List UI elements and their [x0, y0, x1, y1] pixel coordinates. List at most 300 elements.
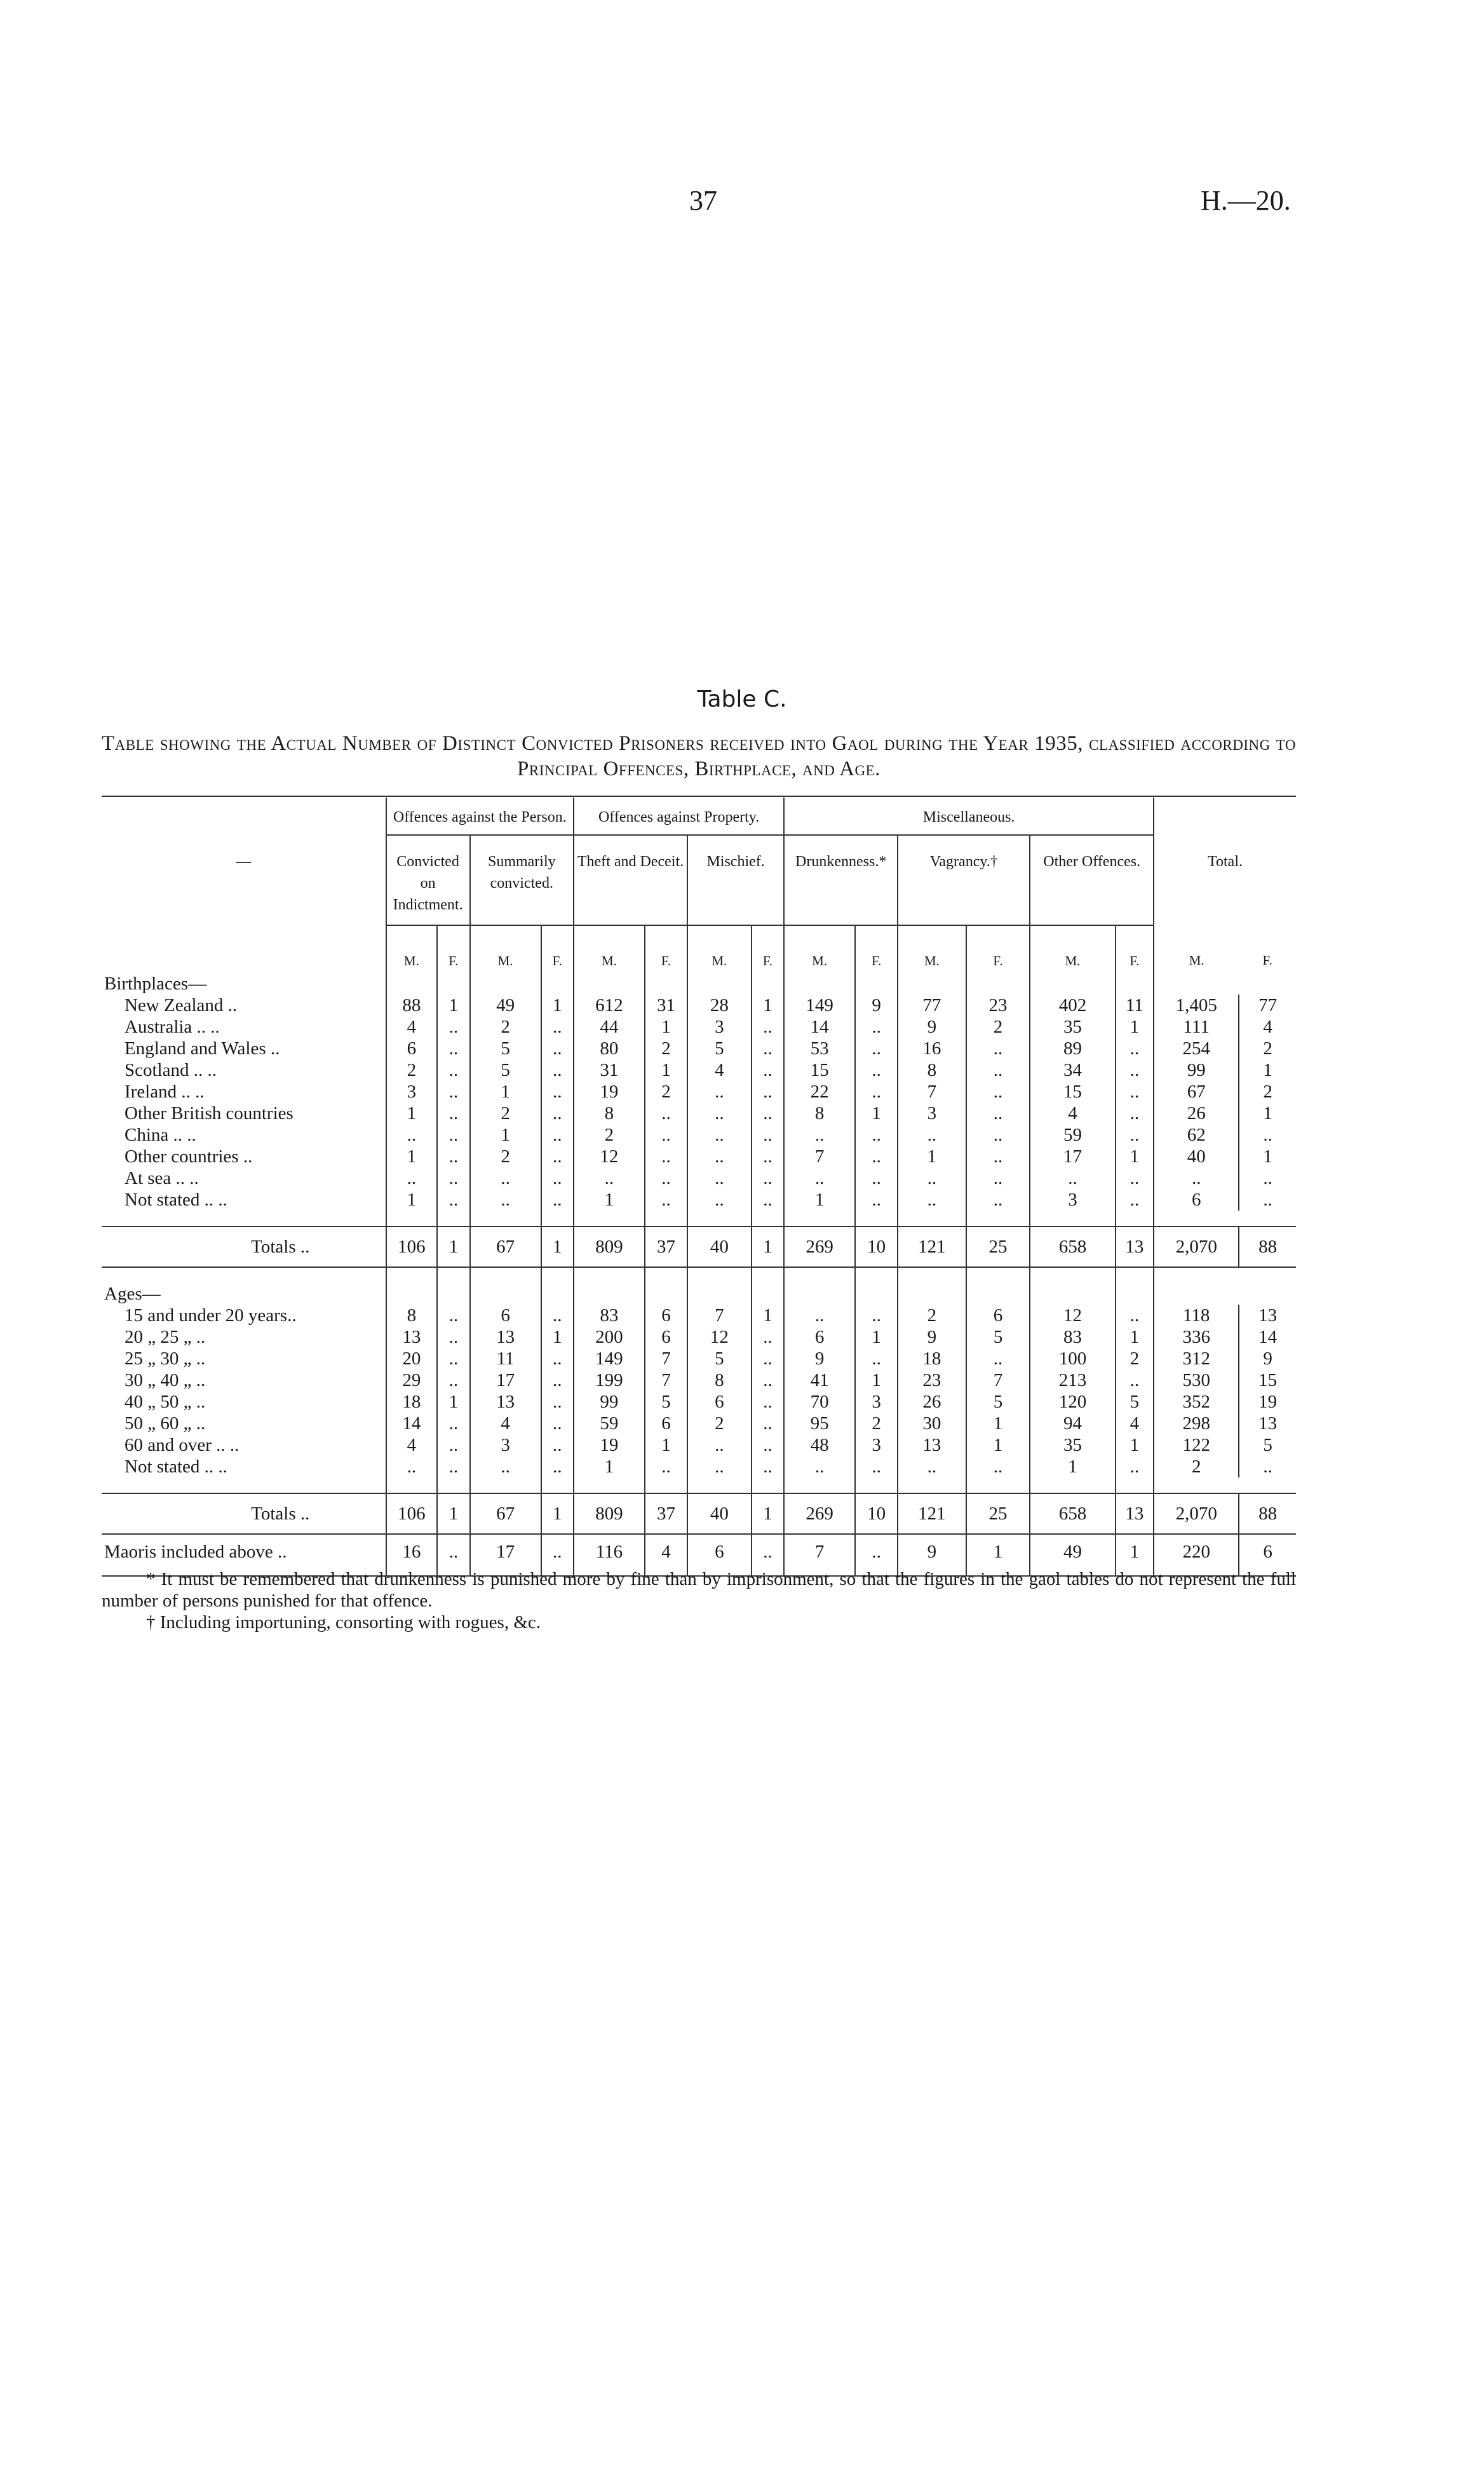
totals-row [102, 1493, 1296, 1534]
cell-value: 4 [386, 1016, 438, 1038]
cell-value: 2 [898, 1305, 966, 1326]
cell-value: 1 [752, 1226, 784, 1267]
cell-value: 14 [1239, 1326, 1296, 1348]
cell-value: .. [752, 1146, 784, 1167]
cell-value: .. [437, 1103, 469, 1124]
cell-value: .. [541, 1305, 574, 1326]
cell-value: .. [541, 1369, 574, 1391]
cell-value: .. [437, 1189, 469, 1211]
cell-value: .. [855, 1059, 898, 1081]
group-total-header: Total. [1154, 798, 1296, 925]
cell-value: 2 [470, 1016, 541, 1038]
cell-value: 3 [855, 1434, 898, 1456]
age-row [102, 1369, 1296, 1391]
cell-value: 5 [966, 1391, 1030, 1413]
f-label: F. [437, 925, 469, 973]
cell-value: 99 [574, 1391, 645, 1413]
cell-value: 40 [1154, 1146, 1239, 1167]
cell-value: .. [437, 1016, 469, 1038]
cell-value: 1 [470, 1081, 541, 1103]
cell-value: 1 [784, 1189, 855, 1211]
cell-value: .. [1116, 1124, 1154, 1146]
cell-value: 149 [574, 1348, 645, 1369]
cell-value: 1 [541, 1226, 574, 1267]
cell-value: 111 [1154, 1016, 1239, 1038]
cell-value: .. [1116, 1038, 1154, 1059]
cell-value: .. [752, 1189, 784, 1211]
cell-value: 14 [784, 1016, 855, 1038]
cell-value: .. [437, 1038, 469, 1059]
birthplace-row [102, 1016, 1296, 1038]
cell-value: 67 [470, 1226, 541, 1267]
cell-value: 100 [1030, 1348, 1115, 1369]
cell-value: .. [541, 1016, 574, 1038]
group-property-header: Offences against Property. [574, 798, 784, 835]
cell-value: 13 [470, 1391, 541, 1413]
cell-value: .. [752, 1059, 784, 1081]
cell-value: 1 [898, 1146, 966, 1167]
sub-convicted-header: Convicted on Indictment. [386, 835, 470, 925]
cell-value: .. [1116, 1103, 1154, 1124]
age-row [102, 1434, 1296, 1456]
cell-value: .. [966, 1103, 1030, 1124]
row-label: 15 and under 20 years.. [125, 1305, 297, 1326]
cell-value: .. [541, 1103, 574, 1124]
cell-value: .. [1116, 1456, 1154, 1477]
cell-value: 1 [752, 1305, 784, 1326]
cell-value: .. [1239, 1124, 1296, 1146]
cell-value: .. [687, 1103, 752, 1124]
cell-value: 13 [1239, 1305, 1296, 1326]
cell-value: .. [437, 1413, 469, 1434]
row-label: Other countries .. [125, 1146, 253, 1167]
cell-value: 9 [784, 1348, 855, 1369]
cell-value: 19 [574, 1081, 645, 1103]
cell-value: 10 [855, 1226, 898, 1267]
cell-value: .. [898, 1167, 966, 1189]
cell-value: 3 [1030, 1189, 1115, 1211]
cell-value: .. [437, 1348, 469, 1369]
cell-value: 37 [645, 1493, 687, 1534]
cell-value: 11 [1116, 995, 1154, 1016]
cell-value: 106 [386, 1493, 438, 1534]
cell-value: 23 [898, 1369, 966, 1391]
cell-value: .. [1116, 1189, 1154, 1211]
cell-value: .. [541, 1534, 574, 1576]
cell-value: .. [966, 1059, 1030, 1081]
cell-value: 3 [855, 1391, 898, 1413]
cell-value: .. [1116, 1369, 1154, 1391]
row-label: Ireland .. .. [125, 1082, 205, 1102]
cell-value: 1 [752, 1493, 784, 1534]
cell-value: 53 [784, 1038, 855, 1059]
birthplace-row [102, 1124, 1296, 1146]
cell-value: 298 [1154, 1413, 1239, 1434]
cell-value: .. [645, 1167, 687, 1189]
age-row [102, 1326, 1296, 1348]
sub-theft-header: Theft and Deceit. [574, 835, 687, 925]
prisoners-table [102, 798, 1296, 1577]
row-label: 25 „ 30 „ .. [125, 1348, 206, 1369]
cell-value: 77 [898, 995, 966, 1016]
cell-value: .. [1030, 1167, 1115, 1189]
cell-value: .. [966, 1081, 1030, 1103]
cell-value: 336 [1154, 1326, 1239, 1348]
cell-value: 19 [574, 1434, 645, 1456]
cell-value: 13 [1116, 1493, 1154, 1534]
cell-value: .. [966, 1146, 1030, 1167]
cell-value: .. [855, 1534, 898, 1576]
cell-value: 49 [470, 995, 541, 1016]
cell-value: .. [437, 1434, 469, 1456]
cell-value: .. [1116, 1059, 1154, 1081]
cell-value: 9 [855, 995, 898, 1016]
mf-header-row [102, 925, 1296, 973]
cell-value: 6 [1154, 1189, 1239, 1211]
cell-value: 18 [386, 1391, 438, 1413]
row-label: Totals .. [102, 1226, 386, 1267]
birthplace-row [102, 1103, 1296, 1124]
cell-value: .. [687, 1434, 752, 1456]
cell-value: .. [687, 1081, 752, 1103]
cell-value: 31 [574, 1059, 645, 1081]
cell-value: 1 [966, 1434, 1030, 1456]
cell-value: 2 [470, 1103, 541, 1124]
cell-value: .. [1116, 1081, 1154, 1103]
cell-value: 1 [541, 1493, 574, 1534]
row-label: Totals .. [102, 1493, 386, 1534]
section-row-birthplaces [102, 973, 1296, 995]
cell-value: .. [437, 1167, 469, 1189]
birthplace-row [102, 1038, 1296, 1059]
cell-value: 2 [386, 1059, 438, 1081]
cell-value: 5 [1239, 1434, 1296, 1456]
cell-value: .. [645, 1189, 687, 1211]
cell-value: 37 [645, 1226, 687, 1267]
m-label: M. [1030, 925, 1115, 973]
cell-value: .. [752, 1103, 784, 1124]
age-row [102, 1348, 1296, 1369]
cell-value: 35 [1030, 1434, 1115, 1456]
m-label: M. [784, 925, 855, 973]
cell-value: 4 [1116, 1413, 1154, 1434]
cell-value: 1 [386, 1103, 438, 1124]
section-row-ages [102, 1283, 1296, 1305]
cell-value: .. [855, 1167, 898, 1189]
cell-value: .. [437, 1059, 469, 1081]
cell-value: 3 [386, 1081, 438, 1103]
cell-value: 17 [470, 1534, 541, 1576]
cell-value: 6 [784, 1326, 855, 1348]
cell-value: .. [752, 1456, 784, 1477]
age-row [102, 1413, 1296, 1434]
cell-value: 4 [1030, 1103, 1115, 1124]
cell-value: .. [752, 1326, 784, 1348]
cell-value: 83 [1030, 1326, 1115, 1348]
cell-value: 2 [855, 1413, 898, 1434]
cell-value: 18 [898, 1348, 966, 1369]
m-label: M. [1154, 925, 1239, 973]
cell-value: .. [470, 1167, 541, 1189]
cell-value: 213 [1030, 1369, 1115, 1391]
cell-value: 1 [1116, 1326, 1154, 1348]
group-misc-header: Miscellaneous. [784, 798, 1154, 835]
cell-value: .. [386, 1124, 438, 1146]
footnotes [102, 1568, 1296, 1633]
page-number: 37 [689, 185, 717, 216]
f-label: F. [966, 925, 1030, 973]
m-label: M. [386, 925, 438, 973]
cell-value: .. [966, 1348, 1030, 1369]
cell-value: 2 [966, 1016, 1030, 1038]
row-label: 30 „ 40 „ .. [125, 1370, 206, 1390]
cell-value: 121 [898, 1226, 966, 1267]
table-title: Table showing the Actual Number of Distinct Convicted Prisoners received into Gaol during the Year 1935, classified according to Principal Offences, Birthplace, and Age. [102, 732, 1296, 780]
cell-value: 1 [855, 1369, 898, 1391]
cell-value: 31 [645, 995, 687, 1016]
cell-value: 1 [645, 1434, 687, 1456]
row-label: 60 and over .. .. [125, 1435, 239, 1455]
cell-value: 19 [1239, 1391, 1296, 1413]
cell-value: 121 [898, 1493, 966, 1534]
cell-value: 1 [645, 1059, 687, 1081]
birthplace-totals [102, 1226, 1296, 1267]
cell-value: .. [752, 1434, 784, 1456]
cell-value: 1 [752, 995, 784, 1016]
cell-value: 49 [1030, 1534, 1115, 1576]
cell-value: 25 [966, 1226, 1030, 1267]
section-label-birthplaces: Birthplaces— [104, 974, 207, 994]
cell-value: .. [752, 1369, 784, 1391]
cell-value: 9 [898, 1534, 966, 1576]
cell-value: .. [752, 1038, 784, 1059]
cell-value: 1 [470, 1124, 541, 1146]
cell-value: .. [784, 1167, 855, 1189]
cell-value: 1 [1239, 1059, 1296, 1081]
cell-value: .. [541, 1146, 574, 1167]
page-reference: H.—20. [1201, 185, 1291, 216]
cell-value: 118 [1154, 1305, 1239, 1326]
cell-value: .. [470, 1189, 541, 1211]
cell-value: 83 [574, 1305, 645, 1326]
cell-value: 1 [437, 995, 469, 1016]
cell-value: .. [784, 1305, 855, 1326]
cell-value: 809 [574, 1226, 645, 1267]
cell-value: 5 [687, 1038, 752, 1059]
row-label: Not stated .. .. [125, 1190, 227, 1210]
row-label: England and Wales .. [125, 1038, 280, 1059]
row-label: China .. .. [125, 1125, 196, 1145]
f-label: F. [645, 925, 687, 973]
cell-value: .. [687, 1167, 752, 1189]
cell-value: .. [645, 1146, 687, 1167]
cell-value: 2 [645, 1038, 687, 1059]
cell-value: 17 [470, 1369, 541, 1391]
totals-row [102, 1226, 1296, 1267]
cell-value: 62 [1154, 1124, 1239, 1146]
cell-value: 35 [1030, 1016, 1115, 1038]
cell-value: 1 [386, 1189, 438, 1211]
cell-value: 269 [784, 1226, 855, 1267]
cell-value: .. [784, 1124, 855, 1146]
cell-value: 7 [966, 1369, 1030, 1391]
cell-value: .. [687, 1189, 752, 1211]
cell-value: 13 [386, 1326, 438, 1348]
cell-value: 13 [898, 1434, 966, 1456]
cell-value: .. [574, 1167, 645, 1189]
cell-value: 4 [687, 1059, 752, 1081]
f-label: F. [1116, 925, 1154, 973]
cell-value: 1 [855, 1103, 898, 1124]
sub-other-header: Other Offences. [1030, 835, 1154, 925]
cell-value: 29 [386, 1369, 438, 1391]
cell-value: 1 [645, 1016, 687, 1038]
row-label: At sea .. .. [125, 1168, 199, 1188]
cell-value: 658 [1030, 1226, 1115, 1267]
cell-value: 7 [784, 1146, 855, 1167]
cell-value: 22 [784, 1081, 855, 1103]
cell-value: .. [687, 1456, 752, 1477]
cell-value: .. [437, 1081, 469, 1103]
cell-value: 1 [1030, 1456, 1115, 1477]
cell-value: .. [1116, 1305, 1154, 1326]
cell-value: .. [541, 1456, 574, 1477]
group-person-header: Offences against the Person. [386, 798, 574, 835]
cell-value: 14 [386, 1413, 438, 1434]
cell-value: 1 [966, 1413, 1030, 1434]
cell-value: 44 [574, 1016, 645, 1038]
row-label: Not stated .. .. [125, 1457, 227, 1477]
cell-value: .. [855, 1348, 898, 1369]
cell-value: 7 [687, 1305, 752, 1326]
age-row [102, 1391, 1296, 1413]
m-label: M. [687, 925, 752, 973]
cell-value: 2 [470, 1146, 541, 1167]
cell-value: 67 [1154, 1081, 1239, 1103]
cell-value: .. [855, 1038, 898, 1059]
cell-value: 3 [898, 1103, 966, 1124]
cell-value: 6 [687, 1391, 752, 1413]
footnote-vagrancy: † Including importuning, consorting with rogues, &c. [146, 1612, 541, 1633]
cell-value: .. [470, 1456, 541, 1477]
cell-value: 6 [687, 1534, 752, 1576]
birthplace-row [102, 1081, 1296, 1103]
cell-value: 40 [687, 1493, 752, 1534]
cell-value: .. [855, 1124, 898, 1146]
cell-value: .. [437, 1146, 469, 1167]
cell-value: 1 [1239, 1103, 1296, 1124]
cell-value: .. [645, 1103, 687, 1124]
f-label: F. [855, 925, 898, 973]
cell-value: 3 [687, 1016, 752, 1038]
cell-value: 77 [1239, 995, 1296, 1016]
cell-value: 1 [966, 1534, 1030, 1576]
cell-value: 1 [541, 1326, 574, 1348]
birthplace-row [102, 1189, 1296, 1211]
row-label: 40 „ 50 „ .. [125, 1392, 206, 1412]
cell-value: 70 [784, 1391, 855, 1413]
cell-value: 149 [784, 995, 855, 1016]
cell-value: .. [752, 1167, 784, 1189]
cell-value: 2 [645, 1081, 687, 1103]
cell-value: 254 [1154, 1038, 1239, 1059]
birthplace-row [102, 1167, 1296, 1189]
cell-value: 2 [1116, 1348, 1154, 1369]
cell-value: .. [541, 1189, 574, 1211]
cell-value: 6 [645, 1413, 687, 1434]
cell-value: 4 [1239, 1016, 1296, 1038]
cell-value: 6 [470, 1305, 541, 1326]
cell-value: 312 [1154, 1348, 1239, 1369]
cell-value: .. [386, 1456, 438, 1477]
cell-value: .. [784, 1456, 855, 1477]
cell-value: 88 [1239, 1226, 1296, 1267]
cell-value: .. [437, 1305, 469, 1326]
cell-value: 2 [1239, 1081, 1296, 1103]
sub-summarily-header: Summarily convicted. [470, 835, 574, 925]
cell-value: .. [966, 1189, 1030, 1211]
cell-value: 7 [645, 1369, 687, 1391]
cell-value: 1 [1116, 1146, 1154, 1167]
cell-value: 2 [687, 1413, 752, 1434]
cell-value: 4 [386, 1434, 438, 1456]
cell-value: 1 [855, 1326, 898, 1348]
cell-value: .. [752, 1081, 784, 1103]
cell-value: 15 [1239, 1369, 1296, 1391]
cell-value: 12 [1030, 1305, 1115, 1326]
cell-value: 5 [645, 1391, 687, 1413]
cell-value: .. [541, 1348, 574, 1369]
table-top-rule [102, 796, 1296, 797]
cell-value: 6 [386, 1038, 438, 1059]
cell-value: .. [541, 1434, 574, 1456]
cell-value: 16 [898, 1038, 966, 1059]
cell-value: 1 [1116, 1434, 1154, 1456]
cell-value: .. [1154, 1167, 1239, 1189]
cell-value: 612 [574, 995, 645, 1016]
cell-value: .. [1116, 1167, 1154, 1189]
cell-value: 120 [1030, 1391, 1115, 1413]
cell-value: 9 [898, 1016, 966, 1038]
cell-value: 13 [470, 1326, 541, 1348]
cell-value: .. [541, 1038, 574, 1059]
age-rows [102, 1305, 1296, 1477]
cell-value: .. [752, 1124, 784, 1146]
cell-value: .. [645, 1124, 687, 1146]
cell-value: 2 [574, 1124, 645, 1146]
cell-value: .. [437, 1124, 469, 1146]
cell-value: 8 [574, 1103, 645, 1124]
cell-value: 8 [687, 1369, 752, 1391]
cell-value: .. [752, 1413, 784, 1434]
cell-value: 1 [437, 1226, 469, 1267]
cell-value: 15 [1030, 1081, 1115, 1103]
cell-value: 67 [470, 1493, 541, 1534]
cell-value: 59 [1030, 1124, 1115, 1146]
cell-value: .. [386, 1167, 438, 1189]
cell-value: 1 [1239, 1146, 1296, 1167]
footnote-drunkenness: * It must be remembered that drunkenness is punished more by fine than by imprisonment, so that the figures in the gaol tables do not represent the full number of persons punished for that offence. [102, 1569, 1296, 1611]
cell-value: .. [541, 1167, 574, 1189]
cell-value: .. [855, 1456, 898, 1477]
cell-value: 200 [574, 1326, 645, 1348]
cell-value: 4 [470, 1413, 541, 1434]
cell-value: 2,070 [1154, 1493, 1239, 1534]
cell-value: 20 [386, 1348, 438, 1369]
cell-value: 1 [386, 1146, 438, 1167]
f-label: F. [1262, 953, 1272, 968]
cell-value: 3 [470, 1434, 541, 1456]
